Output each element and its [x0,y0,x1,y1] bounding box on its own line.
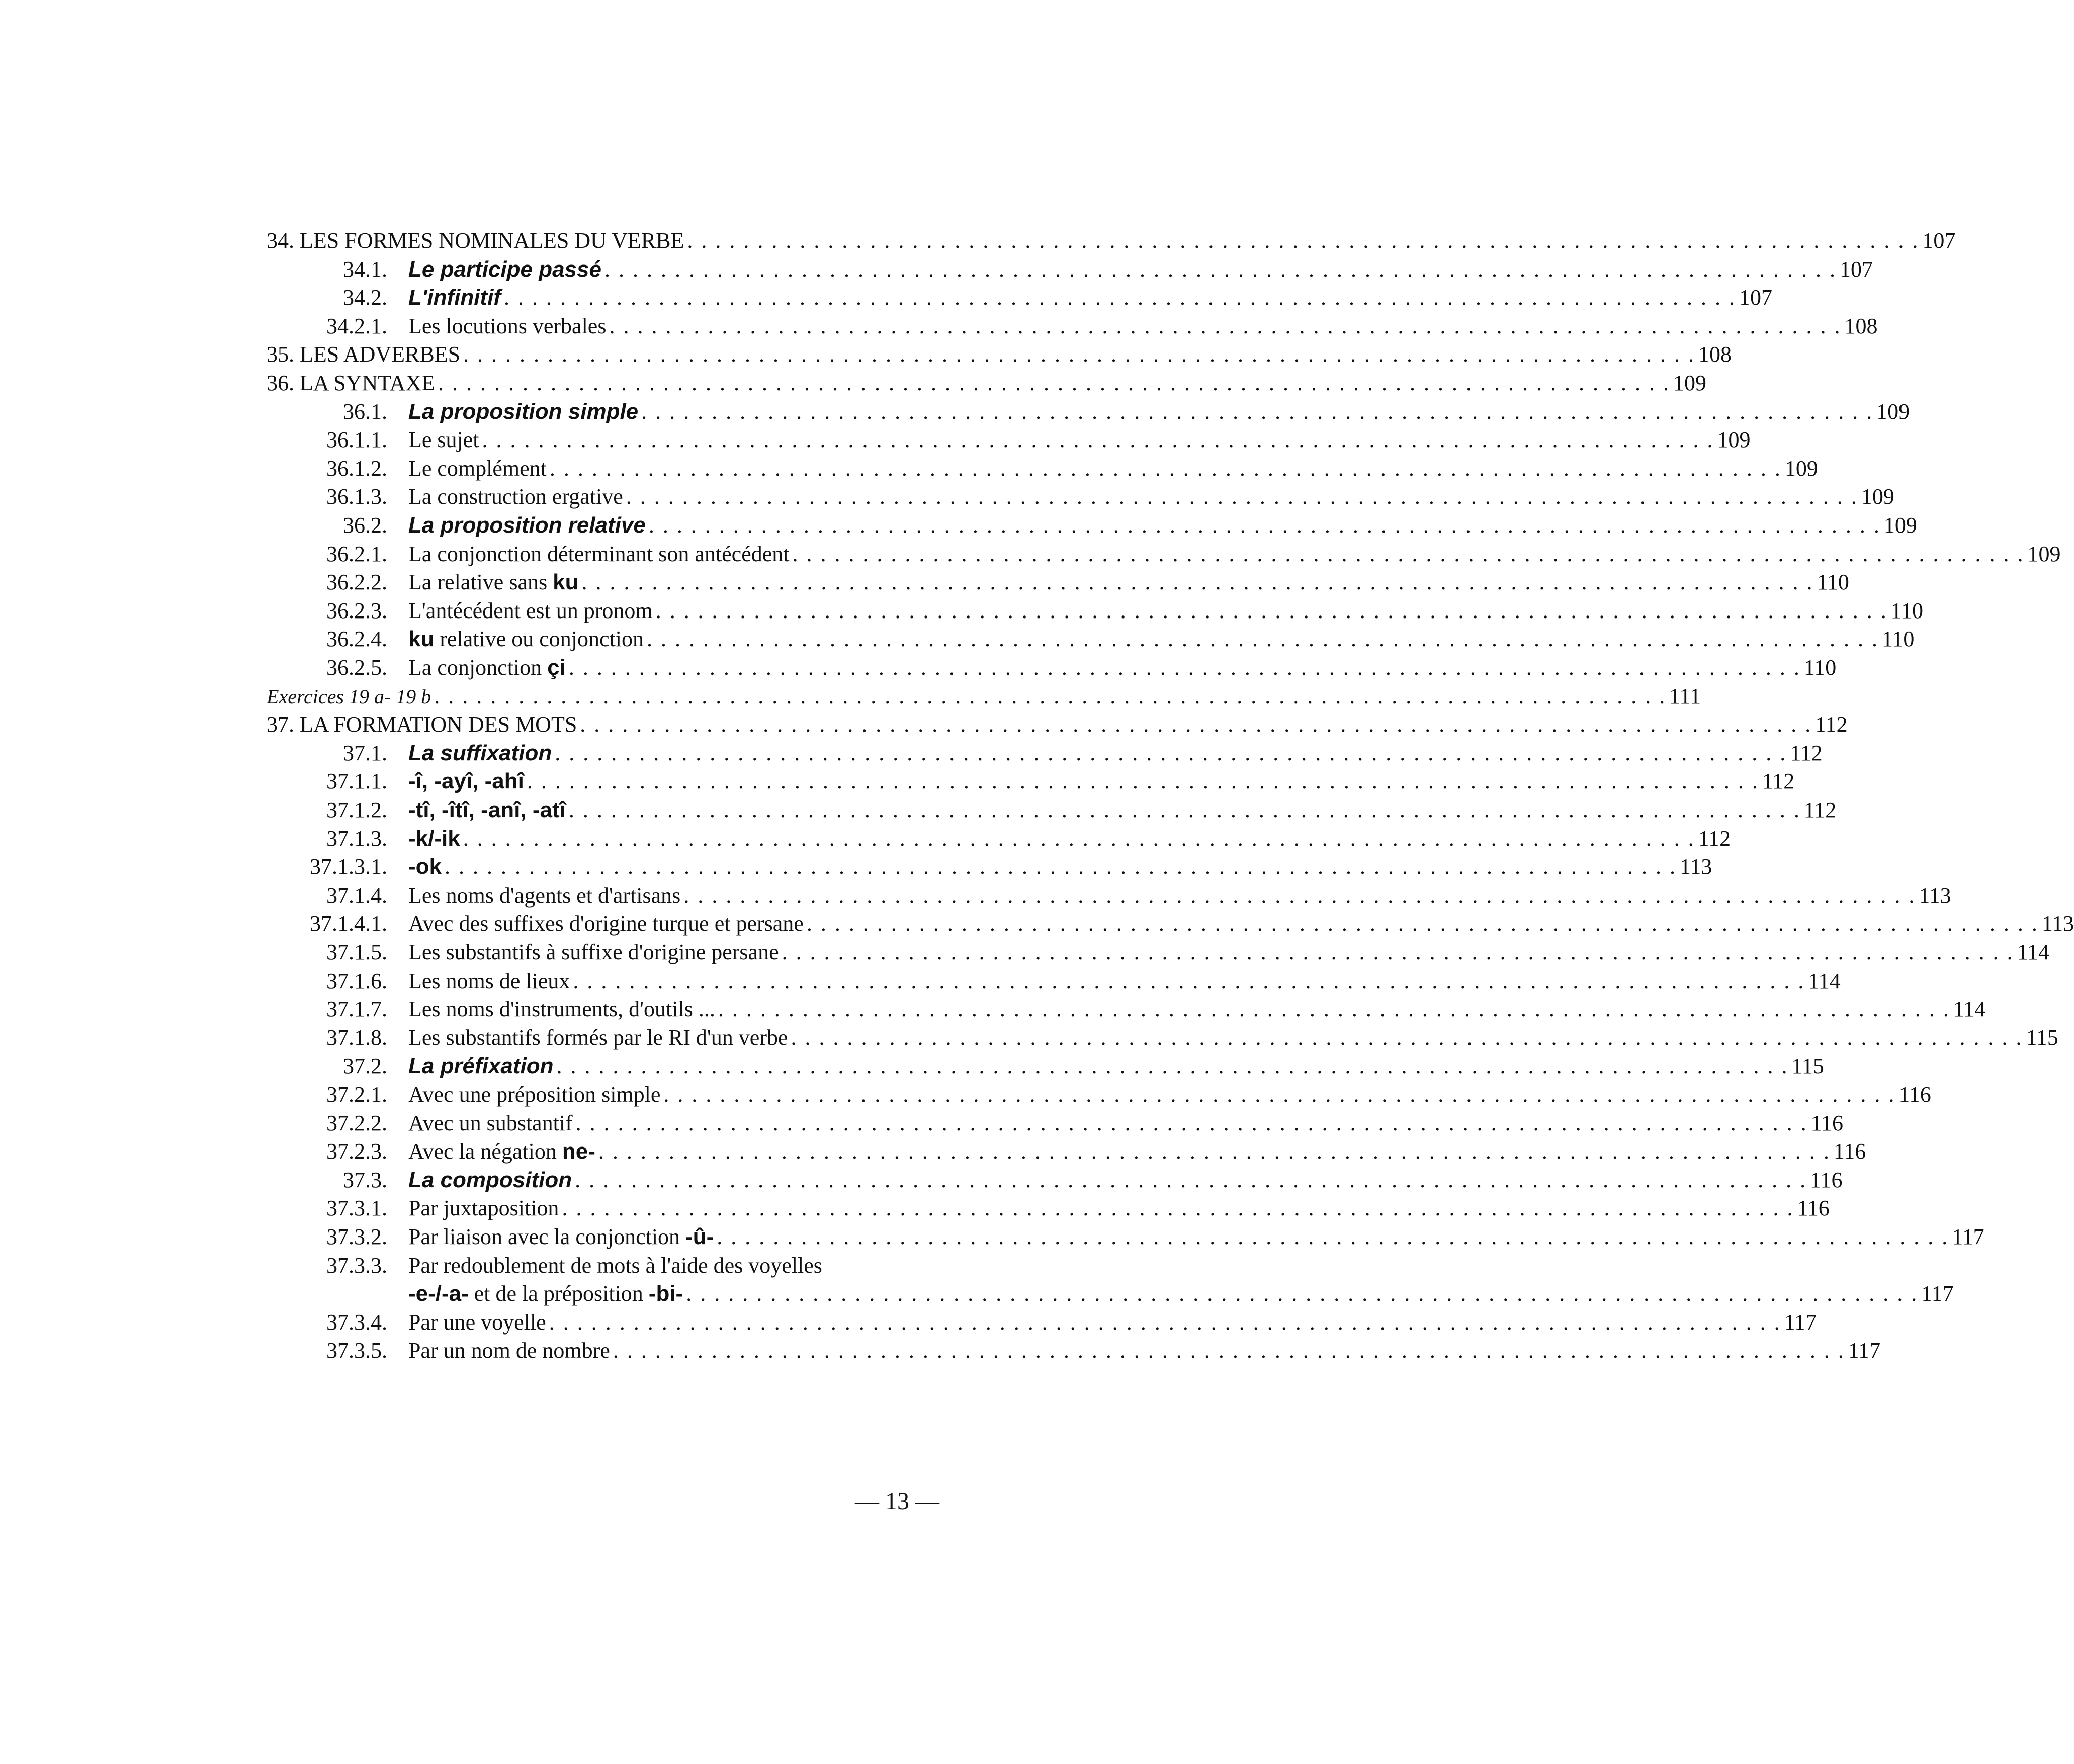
toc-entry [267,511,1917,540]
dot-leader: . . . . . . . . . . . . . . . . . . . . . . . . . . . . . . . . . . . . . . . . . . . . . . . . . . . . . . . . . . . . . . . . . . . . . . . . . . . . . . . . . . . . . . . . [555,740,1787,765]
entry-title [408,1222,714,1252]
entry-title-part: Les noms d'agents et d'artisans [408,883,681,908]
entry-title [408,511,646,540]
toc-entry [267,1308,1817,1337]
dot-leader: . . . . . . . . . . . . . . . . . . . . . . . . . . . . . . . . . . . . . . . . . . . . . . . . . . . . . . . . . . . . . . . . . . . . . . . . . . . . . . . . . . . . . . . . [445,854,1677,879]
entry-title-part: relative ou conjonction [434,627,644,652]
dot-leader: . . . . . . . . . . . . . . . . . . . . . . . . . . . . . . . . . . . . . . . . . . . . . . . . . . . . . . . . . . . . . . . . . . . . . . . . . . . . . . . . . . . . . . . . [463,342,1696,367]
entry-title [408,653,566,682]
entry-title-part: La composition [408,1167,572,1192]
entry-page: 115 [1791,1053,1824,1079]
entry-title-part: çi [547,655,566,680]
entry-title [408,767,524,796]
toc-entry [267,710,1848,739]
entry-page: 114 [2017,940,2049,964]
entry-title [408,1166,572,1195]
entry-number: 37.1. [343,740,387,765]
toc-entry [267,1023,2058,1052]
dot-leader: . . . . . . . . . . . . . . . . . . . . . . . . . . . . . . . . . . . . . . . . . . . . . . . . . . . . . . . . . . . . . . . . . . . . . . . . . . . . . . . . . . . . . . . . [549,456,1782,481]
entry-title-part: -î, -ayî, -ahî [408,769,524,794]
dot-leader: . . . . . . . . . . . . . . . . . . . . . . . . . . . . . . . . . . . . . . . . . . . . . . . . . . . . . . . . . . . . . . . . . . . . . . . . . . . . . . . . . . . . . . . . [683,883,1916,908]
entry-title [408,625,644,654]
entry-page: 117 [1784,1309,1817,1335]
entry-title-part: -ok [408,854,442,879]
entry-number: 37.1.2. [326,798,387,822]
entry-number: 37.1.1. [326,769,387,794]
dot-leader: . . . . . . . . . . . . . . . . . . . . . . . . . . . . . . . . . . . . . . . . . . . . . . . . . . . . . . . . . . . . . . . . . . . . . . . . . . . . . . . . . . . . . . . . [687,228,1920,253]
toc-entry [267,340,1732,369]
dot-leader: . . . . . . . . . . . . . . . . . . . . . . . . . . . . . . . . . . . . . . . . . . . . . . . . . . . . . . . . . . . . . . . . . . . . . . . . . . . . . . . . . . . . . . . . [648,513,1881,538]
dot-leader: . . . . . . . . . . . . . . . . . . . . . . . . . . . . . . . . . . . . . . . . . . . . . . . . . . . . . . . . . . . . . . . . . . . . . . . . . . . . . . . . . . . . . . . . [503,285,1736,310]
toc-entry [267,482,1894,511]
entry-title [408,312,606,341]
entry-page: 112 [1803,798,1837,822]
entry-title [408,1080,660,1109]
toc-entry [267,653,1837,682]
entry-title-part: LA SYNTAXE [300,371,436,395]
dot-leader: . . . . . . . . . . . . . . . . . . . . . . . . . . . . . . . . . . . . . . . . . . . . . . . . . . . . . . . . . . . . . . . . . . . . . . . . . . . . . . . . . . . . . . . . [581,570,1814,595]
entry-title [408,1051,554,1081]
toc-entry [267,881,1951,910]
entry-title-part: Les noms d'instruments, d'outils ... [408,997,715,1022]
entry-title [408,1137,595,1166]
entry-page: 109 [1784,456,1818,481]
entry-page: 109 [2027,541,2061,566]
dot-leader: . . . . . . . . . . . . . . . . . . . . . . . . . . . . . . . . . . . . . . . . . . . . . . . . . . . . . . . . . . . . . . . . . . . . . . . . . . . . . . . . . . . . . . . . [568,655,1801,680]
entry-number: 34.2.1. [326,313,387,338]
entry-title-part: Le sujet [408,427,479,453]
entry-number: 34.1. [343,256,387,282]
dot-leader: . . . . . . . . . . . . . . . . . . . . . . . . . . . . . . . . . . . . . . . . . . . . . . . . . . . . . . . . . . . . . . . . . . . . . . . . . . . . . . . . . . . . . . . . [647,627,1879,652]
entry-title [408,482,623,511]
entry-title [408,881,680,910]
entry-title-part: L'infinitif [408,285,501,310]
entry-title-part: -tî, -îtî, -anî, -atî [408,798,566,822]
entry-title-part: Le participe passé [408,256,601,282]
entry-number: 36.1.1. [326,427,387,453]
toc-entry [267,1051,1824,1081]
entry-title-part: La conjonction [408,655,548,680]
toc-entry [267,852,1712,881]
entry-number: 37.1.6. [326,968,387,993]
toc-entry [267,454,1818,483]
entry-title-part: LES FORMES NOMINALES DU VERBE [300,228,684,253]
entry-title [408,824,460,853]
dot-leader: . . . . . . . . . . . . . . . . . . . . . . . . . . . . . . . . . . . . . . . . . . . . . . . . . . . . . . . . . . . . . . . . . . . . . . . . . . . . . . . . . . . . . . . . [556,1053,1789,1079]
entry-page: 110 [1882,627,1915,652]
toc-entry [267,1080,1931,1109]
entry-page: 112 [1790,740,1823,765]
entry-title [408,966,570,996]
entry-number: 37.1.5. [326,940,387,964]
dot-leader: . . . . . . . . . . . . . . . . . . . . . . . . . . . . . . . . . . . . . . . . . . . . . . . . . . . . . . . . . . . . . . . . . . . . . . . . . . . . . . . . . . . . . . . . [575,1167,1807,1192]
toc-entry [267,938,2049,967]
entry-number: 37.3.3. [326,1253,387,1278]
entry-page: 116 [1810,1167,1843,1192]
entry-title-part: -k/-ik [408,826,460,851]
toc-entry [267,255,1873,284]
entry-title-part: La suffixation [408,740,552,765]
entry-page: 108 [1698,342,1732,367]
dot-leader: . . . . . . . . . . . . . . . . . . . . . . . . . . . . . . . . . . . . . . . . . . . . . . . . . . . . . . . . . . . . . . . . . . . . . . . . . . . . . . . . . . . . . . . . [527,769,1759,794]
entry-title-part: La proposition simple [408,399,639,424]
entry-title [300,369,435,398]
entry-number: 37.2.1. [326,1082,387,1107]
entry-title-part: -û- [685,1224,714,1249]
entry-page: 112 [1698,826,1731,851]
toc-entry [267,369,1707,398]
entry-page: 117 [1921,1281,1954,1306]
entry-number: 36.1. [343,399,387,424]
entry-title [408,1308,546,1337]
entry-page: 113 [1680,854,1712,879]
entry-number: 37.1.4.1. [310,911,387,936]
entry-title [408,1023,788,1052]
toc-entry [267,824,1731,853]
entry-title-part: Avec la négation [408,1139,562,1164]
entry-title-part: -bi- [648,1281,683,1306]
toc-entry [267,796,1837,825]
entry-page: 113 [1919,883,1951,908]
entry-title-part: L'antécédent est un pronom [408,598,653,623]
entry-title-part: Les locutions verbales [408,313,607,338]
dot-leader: . . . . . . . . . . . . . . . . . . . . . . . . . . . . . . . . . . . . . . . . . . . . . . . . . . . . . . . . . . . . . . . . . . . . . . . . . . . . . . . . . . . . . . . . [434,683,1667,709]
entry-title-part: LA FORMATION DES MOTS [300,712,577,737]
dot-leader: . . . . . . . . . . . . . . . . . . . . . . . . . . . . . . . . . . . . . . . . . . . . . . . . . . . . . . . . . . . . . . . . . . . . . . . . . . . . . . . . . . . . . . . . [562,1196,1794,1221]
entry-number: 36.2.3. [326,598,387,623]
entry-title [408,739,552,768]
entry-title [408,1336,610,1365]
entry-page: 114 [1808,968,1841,993]
toc-entry [267,739,1823,768]
entry-title-part: Par une voyelle [408,1309,546,1335]
entry-title-part: La relative sans [408,570,553,595]
entry-title [408,596,653,626]
entry-page: 112 [1762,769,1795,794]
entry-page: 113 [2041,911,2074,936]
entry-page: 116 [1810,1110,1844,1135]
entry-title-part: Avec des suffixes d'origine turque et persane [408,911,804,936]
entry-number: 36.2.2. [326,570,387,595]
entry-title [408,909,804,938]
entry-title-part: et de la préposition [468,1281,649,1306]
entry-title [300,710,577,739]
toc-entry [267,226,1956,255]
entry-number: 36.1.2. [326,456,387,481]
entry-title-part: ku [408,627,435,652]
dot-leader: . . . . . . . . . . . . . . . . . . . . . . . . . . . . . . . . . . . . . . . . . . . . . . . . . . . . . . . . . . . . . . . . . . . . . . . . . . . . . . . . . . . . . . . . [613,1338,1845,1363]
dot-leader: . . . . . . . . . . . . . . . . . . . . . . . . . . . . . . . . . . . . . . . . . . . . . . . . . . . . . . . . . . . . . . . . . . . . . . . . . . . . . . . . . . . . . . . . [626,484,1858,509]
entry-number: 37.1.3.1. [310,854,387,879]
entry-title-part: -e-/-a- [408,1281,469,1306]
entry-number: 34.2. [343,285,387,310]
entry-title [408,255,601,284]
entry-number: 36.2.4. [326,627,387,652]
dot-leader: . . . . . . . . . . . . . . . . . . . . . . . . . . . . . . . . . . . . . . . . . . . . . . . . . . . . . . . . . . . . . . . . . . . . . . . . . . . . . . . . . . . . . . . . [686,1281,1919,1306]
dot-leader: . . . . . . . . . . . . . . . . . . . . . . . . . . . . . . . . . . . . . . . . . . . . . . . . . . . . . . . . . . . . . . . . . . . . . . . . . . . . . . . . . . . . . . . . [609,313,1842,338]
dot-leader: . . . . . . . . . . . . . . . . . . . . . . . . . . . . . . . . . . . . . . . . . . . . . . . . . . . . . . . . . . . . . . . . . . . . . . . . . . . . . . . . . . . . . . . . [549,1309,1781,1335]
entry-page: 107 [1739,285,1772,310]
entry-page: 109 [1876,399,1910,424]
entry-title-part: Exercices 19 a- 19 b [267,685,431,708]
dot-leader: . . . . . . . . . . . . . . . . . . . . . . . . . . . . . . . . . . . . . . . . . . . . . . . . . . . . . . . . . . . . . . . . . . . . . . . . . . . . . . . . . . . . . . . . [575,1110,1808,1135]
entry-number: 37.1.8. [326,1025,387,1050]
toc-entry [267,625,1915,654]
dot-leader: . . . . . . . . . . . . . . . . . . . . . . . . . . . . . . . . . . . . . . . . . . . . . . . . . . . . . . . . . . . . . . . . . . . . . . . . . . . . . . . . . . . . . . . . [718,997,1950,1022]
entry-number: 37.1.4. [326,883,387,908]
entry-page: 107 [1922,228,1956,253]
entry-title [408,540,790,569]
entry-number: 37.3.1. [326,1196,387,1221]
entry-page: 108 [1844,313,1878,338]
entry-title [300,226,684,255]
entry-page: 111 [1669,683,1701,709]
dot-leader: . . . . . . . . . . . . . . . . . . . . . . . . . . . . . . . . . . . . . . . . . . . . . . . . . . . . . . . . . . . . . . . . . . . . . . . . . . . . . . . . . . . . . . . . [604,256,1837,282]
page-number: — 13 — [855,1488,939,1515]
entry-title-part: La préfixation [408,1053,554,1079]
entry-title [300,340,460,369]
entry-title-part: LES ADVERBES [300,342,461,367]
dot-leader: . . . . . . . . . . . . . . . . . . . . . . . . . . . . . . . . . . . . . . . . . . . . . . . . . . . . . . . . . . . . . . . . . . . . . . . . . . . . . . . . . . . . . . . . [598,1139,1831,1164]
entry-title-part: ku [553,570,579,595]
entry-page: 114 [1953,997,1986,1022]
entry-title-part: Les substantifs à suffixe d'origine persane [408,940,779,964]
dot-leader: . . . . . . . . . . . . . . . . . . . . . . . . . . . . . . . . . . . . . . . . . . . . . . . . . . . . . . . . . . . . . . . . . . . . . . . . . . . . . . . . . . . . . . . . [580,712,1812,737]
toc-entry [267,568,1849,597]
dot-leader: . . . . . . . . . . . . . . . . . . . . . . . . . . . . . . . . . . . . . . . . . . . . . . . . . . . . . . . . . . . . . . . . . . . . . . . . . . . . . . . . . . . . . . . . [782,940,2014,964]
toc-entry [267,1279,1954,1308]
entry-number: 37.3.4. [326,1309,387,1335]
entry-title [408,568,578,597]
toc-entry [267,966,1841,996]
entry-title [408,1251,822,1280]
toc-entry [267,909,2074,938]
toc-entry [267,596,1924,626]
entry-number: 37.2.3. [326,1139,387,1164]
entry-number: 37.3.2. [326,1224,387,1249]
entry-title-part: Par redoublement de mots à l'aide des voyelles [408,1253,822,1278]
entry-page: 110 [1817,570,1849,595]
dot-leader: . . . . . . . . . . . . . . . . . . . . . . . . . . . . . . . . . . . . . . . . . . . . . . . . . . . . . . . . . . . . . . . . . . . . . . . . . . . . . . . . . . . . . . . . [792,541,2025,566]
entry-title-part: Les noms de lieux [408,968,570,993]
entry-number: 36.2.1. [326,541,387,566]
entry-number: 37. [267,712,300,737]
entry-title-part: Par liaison avec la conjonction [408,1224,686,1249]
entry-page: 109 [1883,513,1917,538]
entry-title-part: Avec une préposition simple [408,1082,661,1107]
entry-page: 115 [2026,1025,2058,1050]
entry-title [408,454,547,483]
entry-title [408,852,442,881]
dot-leader: . . . . . . . . . . . . . . . . . . . . . . . . . . . . . . . . . . . . . . . . . . . . . . . . . . . . . . . . . . . . . . . . . . . . . . . . . . . . . . . . . . . . . . . . [463,826,1695,851]
toc-entry [267,425,1751,455]
entry-title [408,1279,683,1308]
toc-entry [267,397,1910,426]
entry-number: 34. [267,228,300,253]
entry-title [408,938,779,967]
entry-page: 112 [1815,712,1848,737]
entry-title-part: La construction ergative [408,484,623,509]
entry-title-part: Par un nom de nombre [408,1338,610,1363]
entry-title [408,796,566,825]
entry-number: 37.2. [343,1053,387,1079]
toc-entry [267,682,1701,711]
entry-number: 36.1.3. [326,484,387,509]
toc-entry [267,1222,1984,1252]
entry-title [408,397,638,426]
dot-leader: . . . . . . . . . . . . . . . . . . . . . . . . . . . . . . . . . . . . . . . . . . . . . . . . . . . . . . . . . . . . . . . . . . . . . . . . . . . . . . . . . . . . . . . . [438,371,1671,395]
entry-page: 109 [1717,427,1751,453]
entry-title [408,283,501,312]
entry-number: 37.1.7. [326,997,387,1022]
entry-number: 37.1.3. [326,826,387,851]
dot-leader: . . . . . . . . . . . . . . . . . . . . . . . . . . . . . . . . . . . . . . . . . . . . . . . . . . . . . . . . . . . . . . . . . . . . . . . . . . . . . . . . . . . . . . . . [568,798,1801,822]
entry-title [408,995,715,1024]
toc-entry [267,1137,1866,1166]
entry-number: 36.2. [343,513,387,538]
toc-entry [267,995,1986,1024]
toc-entry [267,1251,936,1280]
entry-page: 116 [1833,1139,1866,1164]
dot-leader: . . . . . . . . . . . . . . . . . . . . . . . . . . . . . . . . . . . . . . . . . . . . . . . . . . . . . . . . . . . . . . . . . . . . . . . . . . . . . . . . . . . . . . . . [655,598,1888,623]
entry-title [408,1109,573,1138]
dot-leader: . . . . . . . . . . . . . . . . . . . . . . . . . . . . . . . . . . . . . . . . . . . . . . . . . . . . . . . . . . . . . . . . . . . . . . . . . . . . . . . . . . . . . . . . [482,427,1714,453]
toc-entry [267,312,1878,341]
dot-leader: . . . . . . . . . . . . . . . . . . . . . . . . . . . . . . . . . . . . . . . . . . . . . . . . . . . . . . . . . . . . . . . . . . . . . . . . . . . . . . . . . . . . . . . . [663,1082,1896,1107]
toc-entry [267,767,1795,796]
entry-title [408,425,479,455]
entry-page: 117 [1848,1338,1881,1363]
entry-page: 116 [1797,1196,1830,1221]
dot-leader: . . . . . . . . . . . . . . . . . . . . . . . . . . . . . . . . . . . . . . . . . . . . . . . . . . . . . . . . . . . . . . . . . . . . . . . . . . . . . . . . . . . . . . . . [717,1224,1949,1249]
entry-title-part: Avec un substantif [408,1110,573,1135]
toc-entry [267,1109,1844,1138]
entry-number: 36.2.5. [326,655,387,680]
entry-number: 37.2.2. [326,1110,387,1135]
dot-leader: . . . . . . . . . . . . . . . . . . . . . . . . . . . . . . . . . . . . . . . . . . . . . . . . . . . . . . . . . . . . . . . . . . . . . . . . . . . . . . . . . . . . . . . . [641,399,1874,424]
entry-number: 35. [267,342,300,367]
dot-leader: . . . . . . . . . . . . . . . . . . . . . . . . . . . . . . . . . . . . . . . . . . . . . . . . . . . . . . . . . . . . . . . . . . . . . . . . . . . . . . . . . . . . . . . . [806,911,2039,936]
entry-title-part: Le complément [408,456,547,481]
entry-title-part: Par juxtaposition [408,1196,559,1221]
entry-number: 37.3. [343,1167,387,1192]
entry-title [408,1194,559,1223]
entry-number: 36. [267,371,300,395]
toc-entry [267,1336,1881,1365]
entry-page: 110 [1803,655,1837,680]
entry-page: 109 [1861,484,1894,509]
entry-title-part: La conjonction déterminant son antécédent [408,541,790,566]
entry-page: 110 [1890,598,1924,623]
entry-page: 107 [1839,256,1873,282]
dot-leader: . . . . . . . . . . . . . . . . . . . . . . . . . . . . . . . . . . . . . . . . . . . . . . . . . . . . . . . . . . . . . . . . . . . . . . . . . . . . . . . . . . . . . . . . [791,1025,2023,1050]
entry-title-part: La proposition relative [408,513,646,538]
entry-page: 109 [1673,371,1707,395]
toc-entry [267,540,2061,569]
toc-entry [267,1166,1843,1195]
dot-leader: . . . . . . . . . . . . . . . . . . . . . . . . . . . . . . . . . . . . . . . . . . . . . . . . . . . . . . . . . . . . . . . . . . . . . . . . . . . . . . . . . . . . . . . . [573,968,1805,993]
entry-number: 37.3.5. [326,1338,387,1363]
entry-title-part: Les substantifs formés par le RI d'un verbe [408,1025,788,1050]
entry-page: 116 [1898,1082,1931,1107]
entry-page: 117 [1952,1224,1984,1249]
toc-entry [267,1194,1830,1223]
entry-title [267,682,431,712]
toc-entry [267,283,1772,312]
entry-title-part: ne- [562,1139,595,1164]
